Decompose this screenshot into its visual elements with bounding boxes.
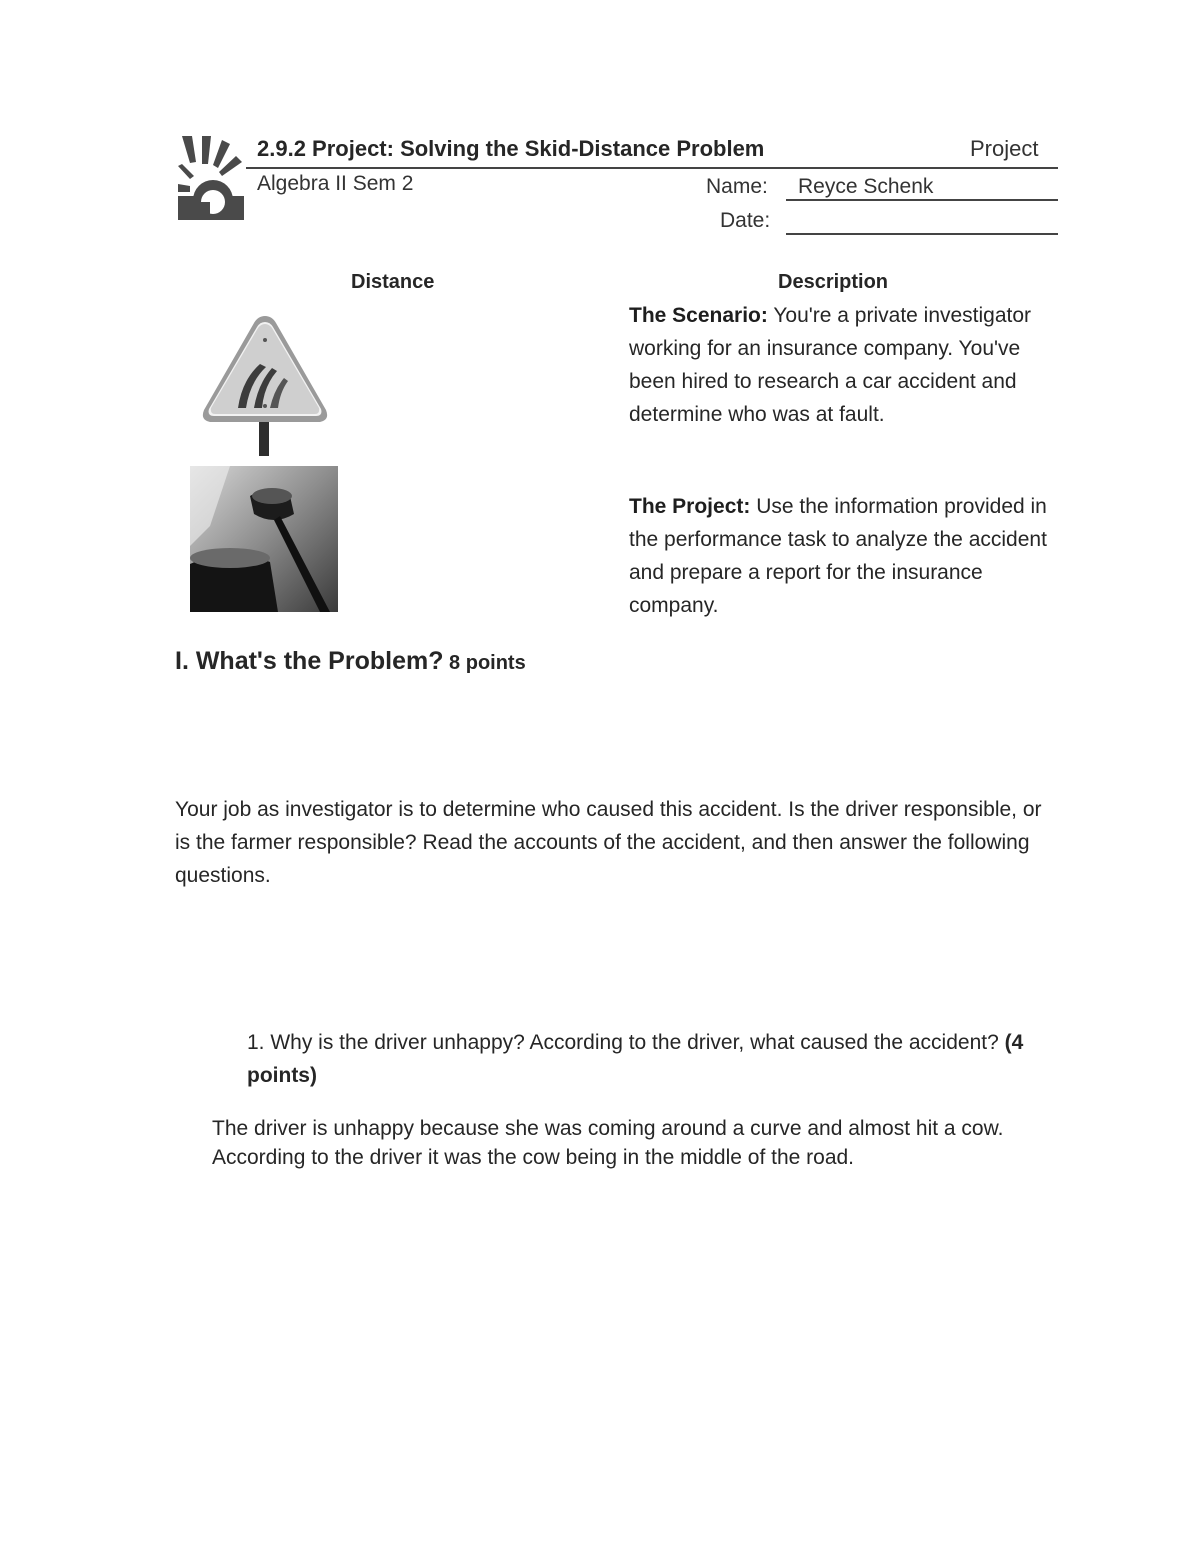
scenario-label: The Scenario:	[629, 304, 768, 327]
course-name: Algebra II Sem 2	[257, 172, 414, 195]
name-field[interactable]: Reyce Schenk	[798, 175, 934, 198]
date-field[interactable]	[786, 233, 1058, 235]
header-rule	[246, 167, 1058, 169]
section-title: I. What's the Problem?	[175, 647, 444, 675]
document-type-label: Project	[970, 136, 1039, 161]
scenario-paragraph	[629, 299, 1069, 431]
question-1-points: (4 points)	[247, 1031, 1024, 1087]
project-paragraph	[629, 490, 1069, 622]
skid-marks-warning-sign	[198, 310, 332, 456]
section-points: 8 points	[443, 652, 526, 674]
description-heading: Description	[778, 271, 889, 293]
date-label: Date:	[720, 209, 771, 232]
name-label: Name:	[706, 175, 768, 198]
intro-paragraph: Your job as investigator is to determine who caused this accident. Is the driver responsible, or is the farmer responsible? Read the accounts of the accident, and then answer the following questions.	[175, 798, 1042, 887]
question-1-text: 1. Why is the driver unhappy? According to the driver, what caused the accident?	[247, 1031, 1005, 1054]
question-1	[247, 1026, 1027, 1092]
sunburst-logo-icon	[178, 136, 244, 220]
name-underline	[786, 199, 1058, 201]
project-text: Use the information provided in the performance task to analyze the accident and prepare a report for the insurance company.	[629, 495, 1047, 617]
distance-heading: Distance	[351, 271, 435, 293]
answer-1[interactable]: The driver is unhappy because she was coming around a curve and almost hit a cow. According to the driver it was the cow being in the middle of the road.	[212, 1117, 1004, 1169]
gavel-photo	[190, 466, 338, 612]
project-label: The Project:	[629, 495, 751, 518]
scenario-text: You're a private investigator working for an insurance company. You've been hired to research a car accident and determine who was at fault.	[629, 304, 1032, 426]
section-heading	[175, 647, 526, 676]
document-title: 2.9.2 Project: Solving the Skid-Distance Problem	[257, 136, 765, 161]
